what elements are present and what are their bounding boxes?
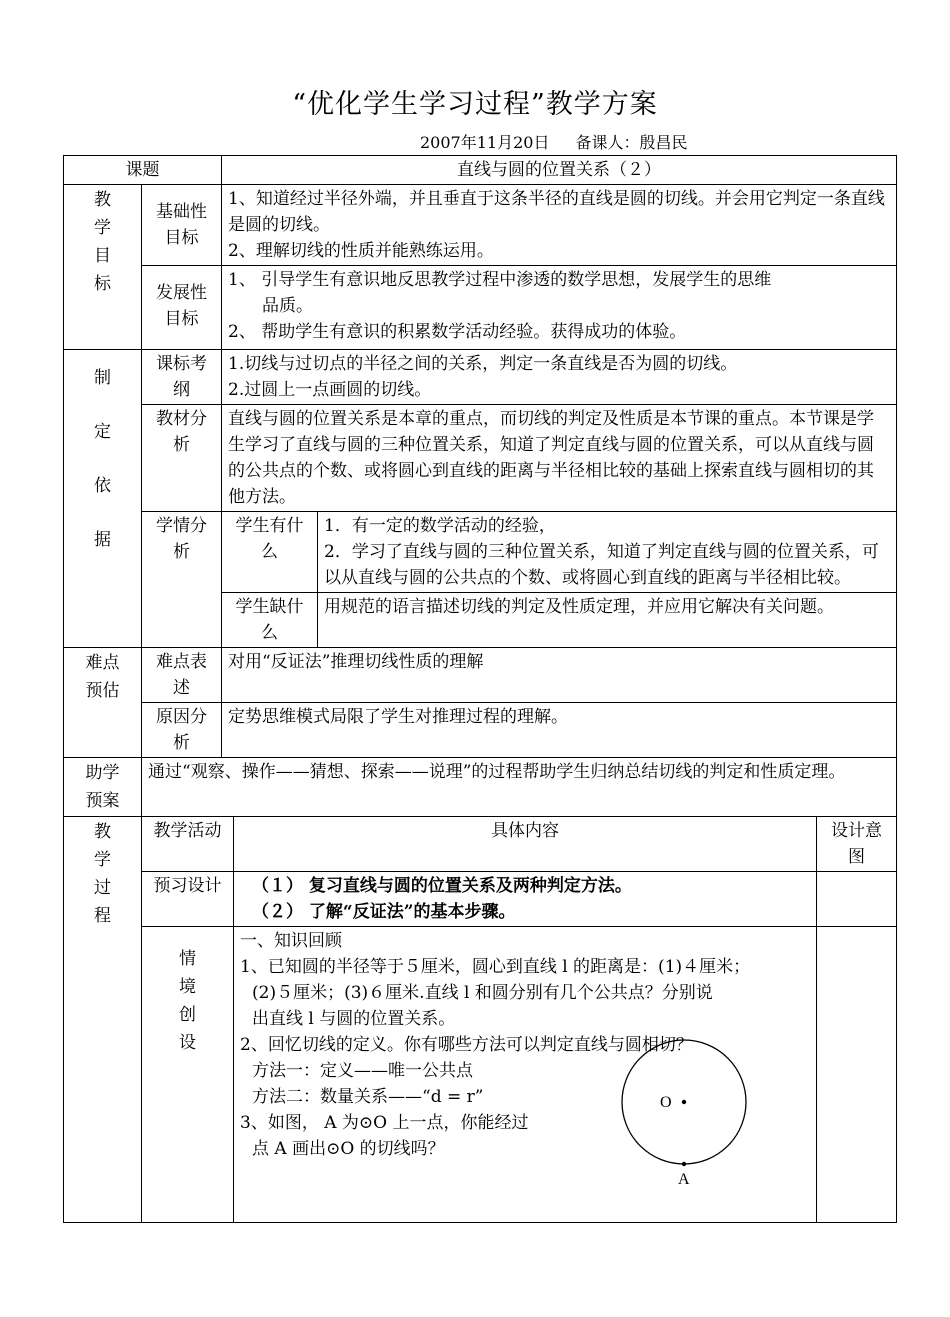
topic-label: 课题 bbox=[64, 156, 222, 185]
point-a bbox=[682, 1162, 686, 1166]
student-lack-content: 用规范的语言描述切线的判定及性质定理，并应用它解决有关问题。 bbox=[318, 593, 897, 648]
point-a-label: A bbox=[678, 1171, 690, 1186]
basic-goal-label: 基础性目标 bbox=[142, 185, 222, 266]
date: 2007年11月20日 bbox=[420, 133, 550, 152]
syllabus-row bbox=[64, 350, 897, 405]
basis-label bbox=[64, 350, 142, 648]
student-have-label: 学生有什么 bbox=[222, 512, 318, 593]
process-label bbox=[64, 817, 142, 1223]
student-label: 学情分析 bbox=[142, 512, 222, 648]
scenario-design bbox=[817, 927, 897, 1223]
goals-label-text: 教 学 目 标 bbox=[94, 190, 111, 294]
page-title: “优化学生学习过程”教学方案 bbox=[292, 89, 658, 120]
preview-row bbox=[64, 872, 897, 927]
textbook-row bbox=[64, 405, 897, 512]
difficulty-statement-row bbox=[64, 648, 897, 703]
difficulty-statement-label: 难点表述 bbox=[142, 648, 222, 703]
scenario-line: 2、回忆切线的定义。你有哪些方法可以判定直线与圆相切？ bbox=[240, 1035, 693, 1055]
preview-content bbox=[234, 872, 817, 927]
syllabus-label: 课标考纲 bbox=[142, 350, 222, 405]
date-line bbox=[420, 130, 713, 153]
scenario-row bbox=[64, 927, 897, 1223]
difficulty-reason-label: 原因分析 bbox=[142, 703, 222, 758]
scenario-line: 出直线 l 与圆的位置关系。 bbox=[252, 1009, 456, 1029]
student-have-row bbox=[64, 512, 897, 593]
develop-goal-label: 发展性目标 bbox=[142, 266, 222, 350]
syllabus-content bbox=[222, 350, 897, 405]
process-header-row bbox=[64, 817, 897, 872]
scenario-line: 一、知识回顾 bbox=[240, 931, 342, 951]
preparer: 备课人：殷昌民 bbox=[575, 133, 688, 152]
aid-label bbox=[64, 758, 142, 817]
lesson-plan-table bbox=[63, 155, 897, 1223]
student-have-line: 2．学习了直线与圆的三种位置关系，知道了判定直线与圆的位置关系，可以从直线与圆的公共点的个数、或将圆心到直线的距离与半径相比较。 bbox=[324, 542, 879, 588]
basic-goal-line: 1、知道经过半径外端，并且垂直于这条半径的直线是圆的切线。并会用它判定一条直线是圆的切线。 bbox=[228, 189, 885, 235]
difficulty-reason-row bbox=[64, 703, 897, 758]
goals-basic-row bbox=[64, 185, 897, 266]
goals-label bbox=[64, 185, 142, 350]
scenario-line: (2)５厘米；(3)６厘米.直线 l 和圆分别有几个公共点？分别说 bbox=[252, 983, 713, 1003]
center-label: O bbox=[660, 1094, 672, 1111]
difficulty-reason-content: 定势思维模式局限了学生对推理过程的理解。 bbox=[222, 703, 897, 758]
student-lack-label: 学生缺什么 bbox=[222, 593, 318, 648]
syllabus-line: 1.切线与过切点的半径之间的关系，判定一条直线是否为圆的切线。 bbox=[228, 354, 738, 374]
circle-figure bbox=[618, 1036, 758, 1186]
develop-goal-line: 品质。 bbox=[262, 296, 313, 316]
process-activity-header: 教学活动 bbox=[142, 817, 234, 872]
develop-goal-content bbox=[222, 266, 897, 350]
preview-label: 预习设计 bbox=[142, 872, 234, 927]
develop-goal-line: 2、 帮助学生有意识的积累数学活动经验。获得成功的体验。 bbox=[228, 322, 687, 342]
scenario-line: 方法一：定义——唯一公共点 bbox=[252, 1061, 473, 1081]
circle-center-point bbox=[682, 1100, 686, 1104]
difficulty-label-text: 难点 预估 bbox=[85, 653, 120, 701]
topic-row bbox=[64, 156, 897, 185]
basic-goal-content bbox=[222, 185, 897, 266]
basis-label-text: 制 定 依 据 bbox=[94, 368, 111, 550]
difficulty-statement-content: 对用“反证法”推理切线性质的理解 bbox=[222, 648, 897, 703]
textbook-content: 直线与圆的位置关系是本章的重点，而切线的判定及性质是本节课的重点。本节课是学生学习了直线与圆的三种位置关系，知道了判定直线与圆的位置关系，可以从直线与圆的公共点的个数、或将圆心到直线的距离与半径相比较的基础上探索直线与圆相切的其他方法。 bbox=[222, 405, 897, 512]
goals-develop-row bbox=[64, 266, 897, 350]
scenario-line: 方法二：数量关系——“d = r” bbox=[252, 1087, 484, 1107]
scenario-label bbox=[142, 927, 234, 1223]
aid-row bbox=[64, 758, 897, 817]
scenario-content bbox=[234, 927, 817, 1223]
aid-content: 通过“观察、操作——猜想、探索——说理”的过程帮助学生归纳总结切线的判定和性质定理。 bbox=[142, 758, 897, 817]
scenario-body bbox=[240, 928, 810, 1221]
process-content-header: 具体内容 bbox=[234, 817, 817, 872]
process-design-header: 设计意图 bbox=[817, 817, 897, 872]
preview-design bbox=[817, 872, 897, 927]
scenario-line: 点 A 画出⊙O 的切线吗？ bbox=[252, 1139, 445, 1159]
textbook-label: 教材分析 bbox=[142, 405, 222, 512]
preview-line: （１） 复习直线与圆的位置关系及两种判定方法。 bbox=[252, 876, 632, 896]
preview-line: （２） 了解“反证法”的基本步骤。 bbox=[252, 902, 516, 922]
develop-goal-line: 1、 引导学生有意识地反思教学过程中渗透的数学思想，发展学生的思维 bbox=[228, 270, 772, 290]
syllabus-line: 2.过圆上一点画圆的切线。 bbox=[228, 380, 432, 400]
scenario-line: 1、已知圆的半径等于５厘米，圆心到直线 l 的距离是：(1)４厘米； bbox=[240, 957, 751, 977]
process-label-text: 教 学 过 程 bbox=[94, 822, 111, 926]
aid-label-text: 助学 预案 bbox=[85, 763, 120, 811]
student-have-line: 1．有一定的数学活动的经验， bbox=[324, 516, 556, 536]
basic-goal-line: 2、理解切线的性质并能熟练运用。 bbox=[228, 241, 494, 261]
scenario-line: 3、如图， A 为⊙O 上一点，你能经过 bbox=[240, 1113, 529, 1133]
scenario-label-text: 情 境 创 设 bbox=[179, 949, 196, 1053]
difficulty-label bbox=[64, 648, 142, 758]
student-have-content bbox=[318, 512, 897, 593]
topic-value: 直线与圆的位置关系（２） bbox=[222, 156, 897, 185]
